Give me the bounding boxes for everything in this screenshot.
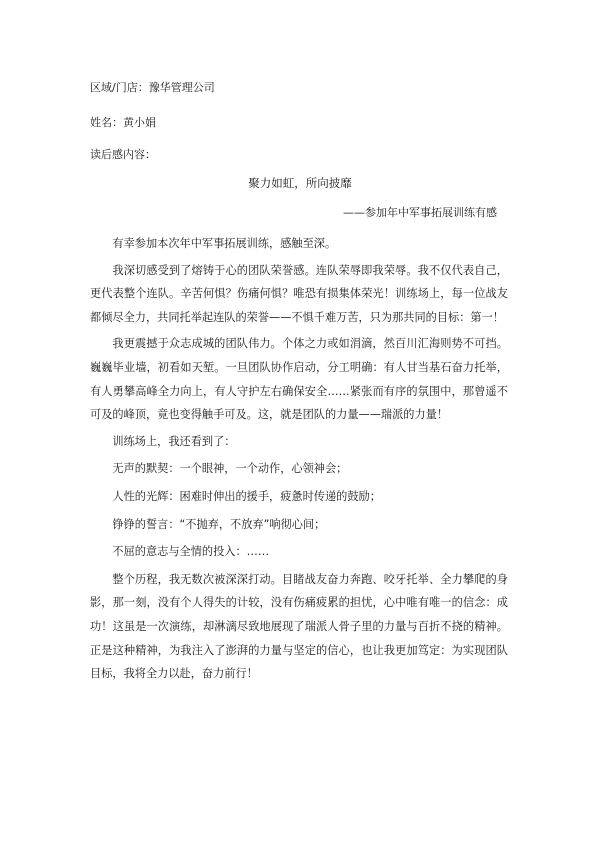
essay-subtitle: ——参加年中军事拓展训练有感 <box>343 206 497 219</box>
essay-body <box>90 232 508 686</box>
name-label: 姓名： <box>90 116 123 129</box>
paragraph: 整个历程，我无数次被深深打动。目睹战友奋力奔跑、咬牙托举、全力攀爬的身影，那一刻，没有个人得失的计较，没有伤痛疲累的担忧，心中唯有唯一的信念：成功！这虽是一次演练，却淋漓尽致地展现了瑞派人骨子里的力量与百折不挠的精神。正是这种精神，为我注入了澎湃的力量与坚定的信心，也让我更加笃定：为实现团队目标，我将全力以赴，奋力前行！ <box>90 572 508 681</box>
store-label: 区域/门店： <box>90 81 149 94</box>
paragraph: 训练场上，我还看到了： <box>112 434 236 448</box>
content-label: 读后感内容： <box>90 148 156 161</box>
paragraph: 铮铮的誓言：“不抛弃，不放弃”响彻心间； <box>112 517 326 531</box>
paragraph: 不屈的意志与全情的投入：…… <box>112 545 270 559</box>
paragraph: 有幸参加本次年中军事拓展训练，感触至深。 <box>112 237 337 250</box>
store-value: 豫华管理公司 <box>148 81 215 94</box>
name-value: 黄小娟 <box>123 116 156 129</box>
paragraph: 我更震撼于众志成城的团队伟力。个体之力或如涓滴，然百川汇海则势不可挡。巍巍毕业墙，初看如天堑。一旦团队协作启动，分工明确：有人甘当基石奋力托举，有人勇攀高峰全力向上，有人守护左右确保安全……紧张而有序的氛围中，那曾遥不可及的峰顶，竟也变得触手可及。这，就是团队的力量——瑞派的力量！ <box>90 337 508 422</box>
essay-title: 聚力如虹，所向披靡 <box>248 176 352 190</box>
store-line <box>90 81 215 95</box>
paragraph: 我深切感受到了熔铸于心的团队荣誉感。连队荣辱即我荣辱。我不仅代表自己，更代表整个连队。辛苦何惧？伤痛何惧？唯恐有损集体荣光！训练场上，每一位战友都倾尽全力，共同托举起连队的荣誉——不惧千难万苦，只为那共同的目标：第一！ <box>90 263 508 324</box>
paragraph: 人性的光辉：困难时伸出的援手，疲惫时传递的鼓励； <box>112 489 381 503</box>
paragraph: 无声的默契：一个眼神，一个动作，心领神会； <box>112 462 348 476</box>
name-line <box>90 116 156 130</box>
